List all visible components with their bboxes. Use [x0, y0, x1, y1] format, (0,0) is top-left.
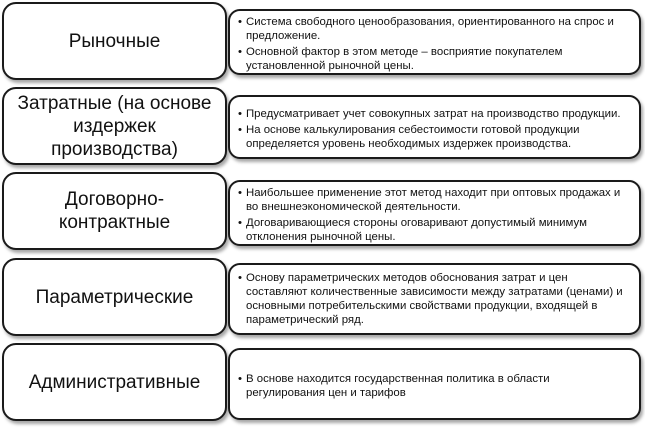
method-box-contract — [2, 172, 227, 250]
description-point: • В основе находится государственная политика в области регулирования цен и тарифов — [238, 372, 631, 400]
method-label: Параметрические — [35, 286, 194, 308]
method-label: Затратные (на основе издержек производства) — [17, 92, 212, 160]
description-point: • Основной фактор в этом методе – восприятие покупателем установленной рыночной цены. — [238, 45, 631, 73]
description-point: • Наибольшее применение этот метод находит при оптовых продажах и во внешнеэкономической деятельности. — [238, 186, 631, 214]
description-point: • Система свободного ценообразования, ориентированного на спрос и предложение. — [238, 15, 631, 43]
description-box-parametric — [228, 263, 641, 335]
description-point: • Основу параметрических методов обоснования затрат и цен составляют количественные зависимости между затратами (ценами) и основными потребительскими свойствами продукции, входящей в параметрический ряд. — [238, 271, 631, 327]
method-label: Договорно-контрактные — [58, 189, 171, 233]
method-box-cost — [2, 87, 227, 165]
description-point: • Предусматривает учет совокупных затрат на производство продукции. — [238, 107, 631, 121]
description-box-administrative — [228, 348, 641, 420]
description-point: • Договаривающиеся стороны оговаривают допустимый минимум отклонения рыночной цены. — [238, 216, 631, 244]
method-box-market — [2, 2, 227, 80]
description-box-market — [228, 9, 641, 75]
method-label: Административные — [28, 371, 201, 393]
description-box-contract — [228, 180, 641, 246]
description-point: • На основе калькулирования себестоимости готовой продукции определяется уровень необходимых издержек производства. — [238, 123, 631, 151]
method-label: Рыночные — [68, 30, 161, 52]
description-box-cost — [228, 95, 641, 159]
method-box-administrative — [2, 343, 227, 421]
method-box-parametric — [2, 258, 227, 336]
